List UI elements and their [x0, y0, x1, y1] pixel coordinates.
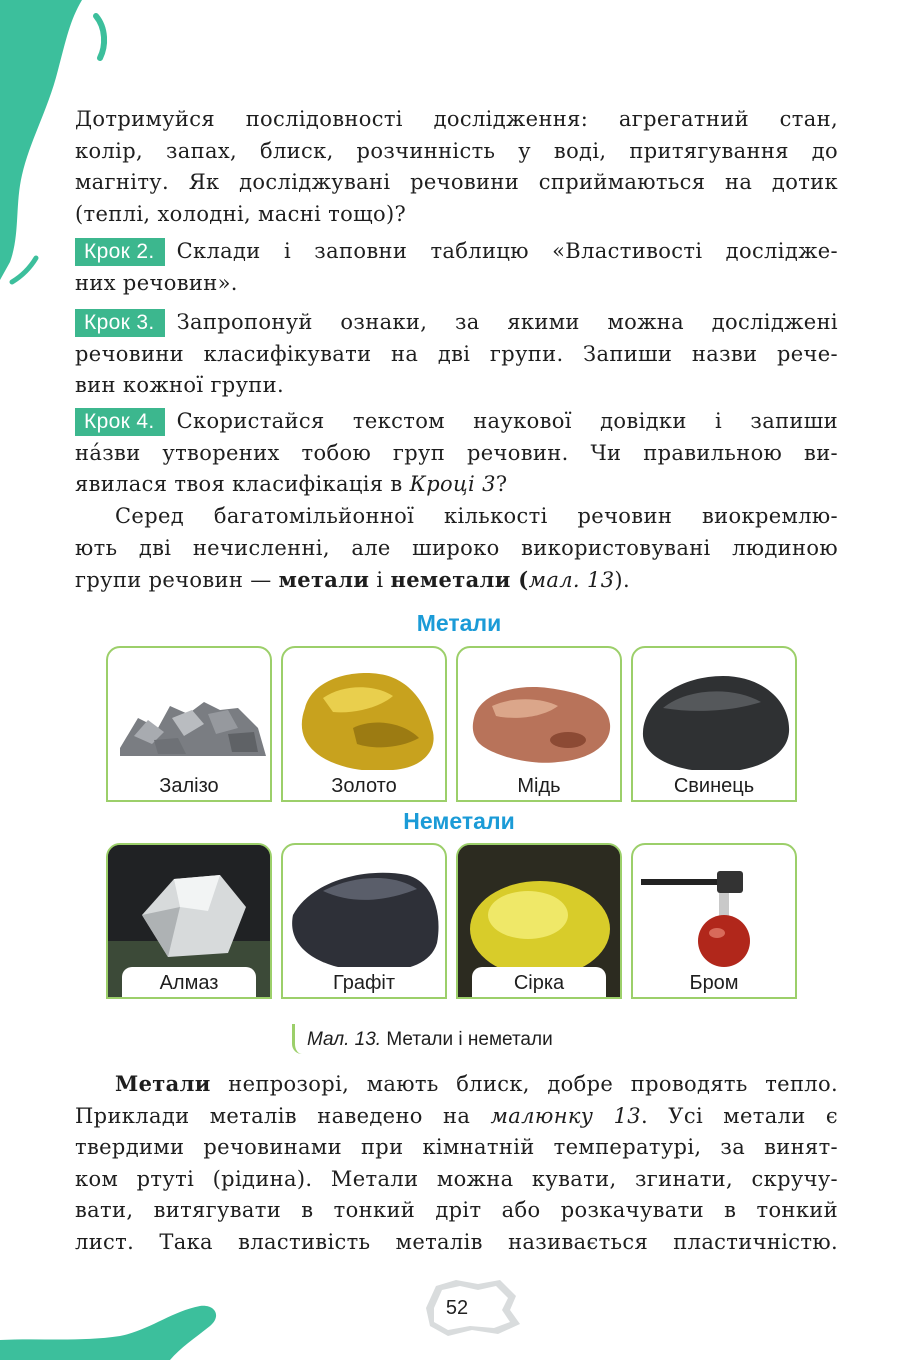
intro-line: колір, запах, блиск, розчинність у воді, притягування до	[75, 138, 838, 163]
para1-line3: групи речовин —	[75, 568, 279, 592]
term-nonmetals: неметали	[390, 567, 511, 592]
step-4-text-line3: явилася твоя класифікація в	[75, 472, 410, 496]
step-2-text-line2: них речовин».	[75, 270, 238, 295]
para1-line1: Серед багатомільйонної кількості речовин виокремлю-	[115, 504, 838, 528]
nonmetals-title: Неметали	[403, 808, 515, 834]
para2-line2-end: . Усі метали є	[641, 1103, 838, 1128]
metal-card-lead	[631, 646, 797, 802]
nonmetal-card-graphite	[281, 843, 447, 999]
conjunction: і	[369, 568, 391, 592]
intro-paragraph	[75, 104, 838, 230]
nonmetal-label-diamond: Алмаз	[122, 967, 256, 997]
metal-card-iron	[106, 646, 272, 802]
figure-reference-2: малюнку 13	[490, 1103, 642, 1128]
figure-caption	[292, 1024, 553, 1054]
metal-card-gold	[281, 646, 447, 802]
step-4-text-line2: на́зви утворених тобою груп речовин. Чи правильною ви-	[75, 440, 838, 465]
step-4-text: Скористайся текстом наукової довідки і запиши	[176, 409, 838, 433]
figure-caption-number: Мал. 13.	[307, 1029, 382, 1050]
step-3-paragraph	[75, 307, 838, 402]
metals-title: Метали	[416, 610, 502, 636]
step-3-badge: Крок 3.	[75, 309, 165, 337]
intro-line: магніту. Як досліджувані речовини сприймаються на дотик	[75, 170, 838, 194]
para2-line6: лист. Така властивість металів називається пластичністю.	[75, 1229, 838, 1254]
open-paren: (	[510, 567, 529, 592]
metal-card-copper	[456, 646, 622, 802]
step-4-question-mark: ?	[495, 472, 508, 496]
metal-label-lead: Свинець	[647, 770, 781, 800]
figure-reference: мал. 13	[528, 568, 615, 592]
step-4-paragraph	[75, 406, 838, 501]
nonmetal-card-diamond	[106, 843, 272, 999]
step-2-text: Склади і заповни таблицю «Властивості дослідже-	[176, 239, 838, 263]
para2-line4: ком ртуті (рідина). Метали можна кувати, згинати, скручу-	[75, 1166, 838, 1191]
metal-label-iron: Залізо	[122, 770, 256, 800]
para2-line1: непрозорі, мають блиск, добре проводять тепло.	[210, 1072, 838, 1096]
metal-label-gold: Золото	[297, 770, 431, 800]
step-3-text-line2: речовини класифікувати на дві групи. Запиши назви рече-	[75, 341, 838, 366]
page-number: 52	[445, 1297, 469, 1319]
step-3-text: Запропонуй ознаки, за якими можна досліджені	[176, 310, 838, 334]
step-4-reference: Кроці 3	[409, 472, 496, 496]
term-metals: метали	[278, 567, 370, 592]
close-paren: ).	[614, 568, 630, 592]
nonmetal-card-bromine	[631, 843, 797, 999]
figure-caption-text: Метали і неметали	[381, 1029, 553, 1050]
para2-line5: вати, витягувати в тонкий дріт або розкачувати в тонкий	[75, 1198, 838, 1222]
metal-label-copper: Мідь	[472, 770, 606, 800]
para2-line3: твердими речовинами при кімнатній температурі, за винят-	[75, 1135, 838, 1159]
intro-line: (теплі, холодні, масні тощо)?	[75, 201, 407, 226]
para1-line2: ють дві нечисленні, але широко використовувані людиною	[75, 535, 838, 560]
metals-properties-paragraph	[75, 1068, 838, 1258]
step-3-text-line3: вин кожної групи.	[75, 373, 285, 397]
nonmetal-label-sulfur: Сірка	[472, 967, 606, 997]
step-2-paragraph	[75, 236, 838, 299]
intro-line: Дотримуйся послідовності дослідження: агрегатний стан,	[75, 107, 838, 131]
metals-intro-paragraph	[75, 501, 838, 597]
nonmetal-label-graphite: Графіт	[297, 967, 431, 997]
para2-line2: Приклади металів наведено на	[75, 1103, 491, 1128]
nonmetal-card-sulfur	[456, 843, 622, 999]
step-2-badge: Крок 2.	[75, 238, 165, 266]
step-4-badge: Крок 4.	[75, 408, 165, 436]
decorative-splash-bottom	[0, 1290, 240, 1360]
nonmetal-label-bromine: Бром	[647, 967, 781, 997]
term-metals-2: Метали	[115, 1071, 211, 1096]
